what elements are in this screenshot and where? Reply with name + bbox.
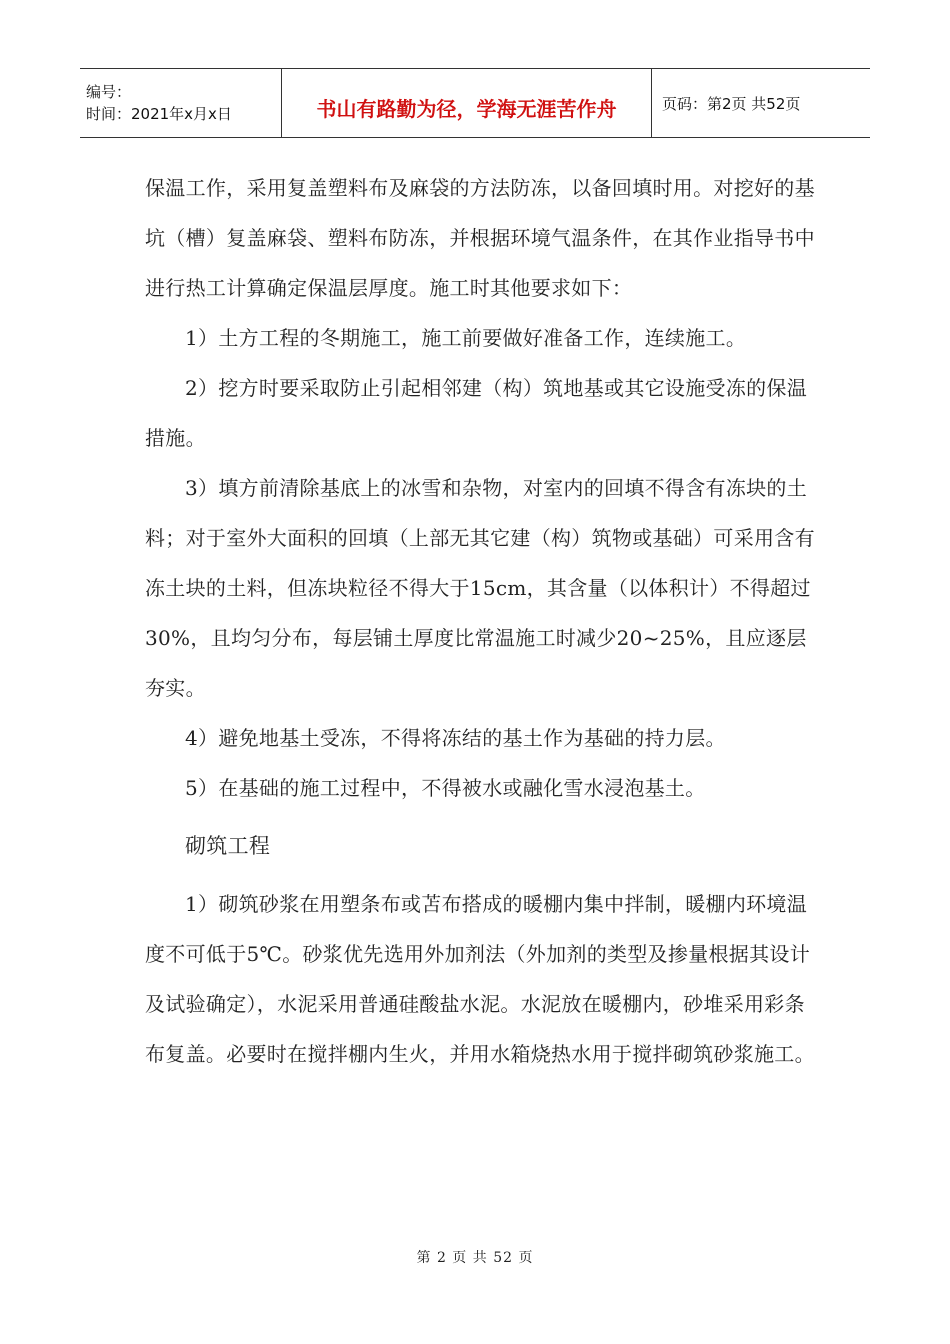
header-page-number: 页码：第2页 共52页 [662, 94, 801, 113]
header-motto-cell [282, 69, 652, 137]
document-date-label: 时间：2021年x月x日 [86, 105, 232, 123]
paragraph: 5）在基础的施工过程中，不得被水或融化雪水浸泡基土。 [185, 776, 706, 800]
paragraph: 2）挖方时要采取防止引起相邻建（构）筑地基或其它设施受冻的保温措施。 [145, 376, 808, 450]
paragraph: 1）土方工程的冬期施工，施工前要做好准备工作，连续施工。 [185, 326, 747, 350]
header-meta-cell [80, 69, 282, 137]
header-motto: 书山有路勤为径，学海无涯苦作舟 [316, 96, 617, 121]
paragraph: 4）避免地基土受冻，不得将冻结的基土作为基础的持力层。 [185, 726, 726, 750]
header-page-cell [652, 69, 870, 137]
paragraph: 3）填方前清除基底上的冰雪和杂物，对室内的回填不得含有冻块的土料；对于室外大面积的回填（上部无其它建（构）筑物或基础）可采用含有冻土块的土料，但冻块粒径不得大于15cm，其含量（以体积计）不得超过30%，且均匀分布，每层铺土厚度比常温施工时减少20~25%，且应逐层夯实。 [145, 476, 815, 700]
section-heading: 砌筑工程 [185, 834, 271, 858]
document-header [80, 68, 870, 138]
paragraph: 1）砌筑砂浆在用塑条布或苫布搭成的暖棚内集中拌制，暖棚内环境温度不可低于5℃。砂浆优先选用外加剂法（外加剂的类型及掺量根据其设计及试验确定），水泥采用普通硅酸盐水泥。水泥放在暖棚内，砂堆采用彩条布复盖。必要时在搅拌棚内生火，并用水箱烧热水用于搅拌砌筑砂浆施工。 [145, 892, 815, 1066]
document-body [145, 163, 815, 1079]
page-footer: 第 2 页 共 52 页 [416, 1250, 534, 1266]
paragraph: 保温工作，采用复盖塑料布及麻袋的方法防冻，以备回填时用。对挖好的基坑（槽）复盖麻袋、塑料布防冻，并根据环境气温条件，在其作业指导书中进行热工计算确定保温层厚度。施工时其他要求如下： [145, 176, 815, 300]
document-number-label: 编号： [86, 83, 132, 101]
